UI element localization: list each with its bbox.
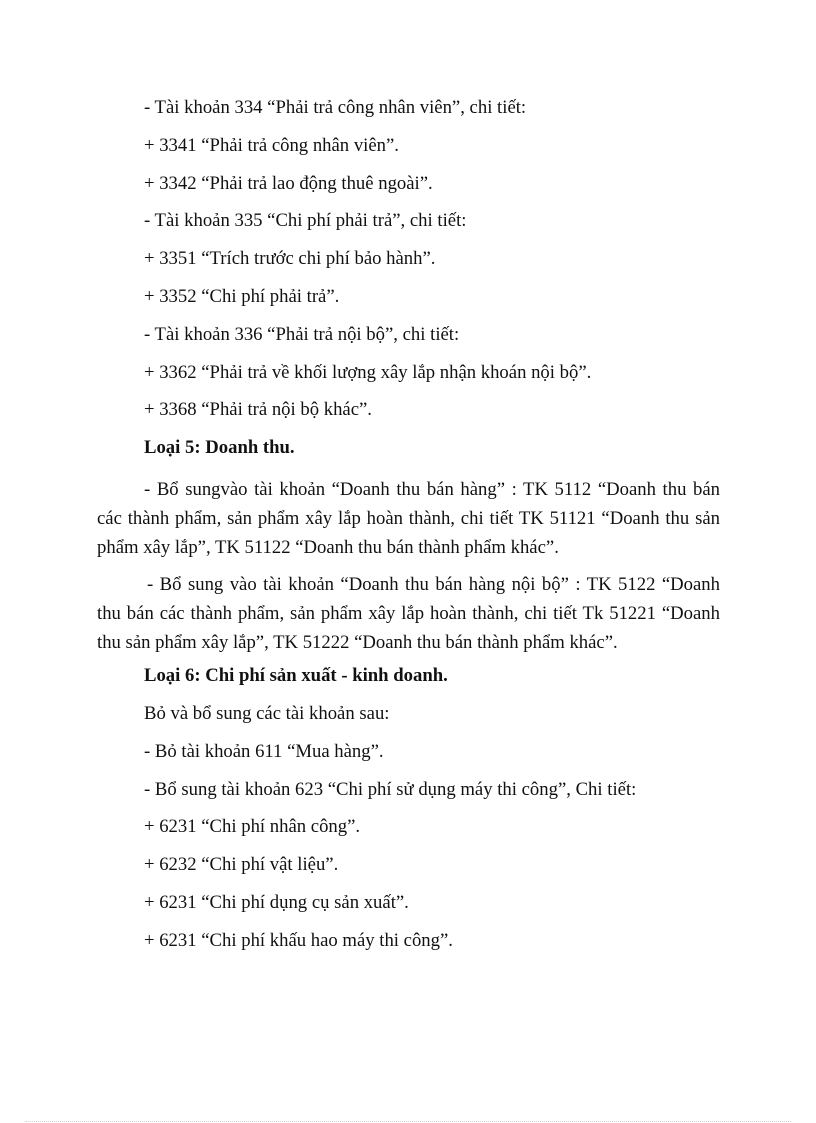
account-6232-line: + 6232 “Chi phí vật liệu”.: [144, 854, 339, 876]
account-6231-tools-line: + 6231 “Chi phí dụng cụ sản xuất”.: [144, 891, 409, 913]
revenue-paragraph-5112: - Bổ sungvào tài khoản “Doanh thu bán hàng” : TK 5112 “Doanh thu bán các thành phẩm, sản phẩm xây lắp hoàn thành, chi tiết TK 51121 “Doanh thu sản phẩm xây lắp”, TK 51122 “Doanh thu bán thành phẩm khác”.: [97, 478, 720, 559]
account-6231-labor-line: + 6231 “Chi phí nhân công”.: [144, 816, 361, 838]
account-3342-line: + 3342 “Phải trả lao động thuê ngoài”.: [144, 172, 433, 194]
page-bottom-divider: [25, 1121, 791, 1122]
account-3352-line: + 3352 “Chi phí phải trả”.: [144, 285, 340, 307]
account-3368-line: + 3368 “Phải trả nội bộ khác”.: [144, 399, 372, 421]
account-336-line: - Tài khoản 336 “Phải trả nội bộ”, chi tiết:: [144, 323, 460, 345]
section-heading-loai-6: Loại 6: Chi phí sản xuất - kinh doanh.: [144, 665, 448, 687]
account-3341-line: + 3341 “Phải trả công nhân viên”.: [144, 134, 399, 156]
account-611-line: - Bỏ tài khoản 611 “Mua hàng”.: [144, 740, 384, 762]
intro-line: Bỏ và bổ sung các tài khoản sau:: [144, 702, 390, 724]
revenue-paragraph-5122: - Bổ sung vào tài khoản “Doanh thu bán hàng nội bộ” : TK 5122 “Doanh thu bán các thành phẩm, sản phẩm xây lắp hoàn thành, chi tiết Tk 51221 “Doanh thu sản phẩm xây lắp”, TK 51222 “Doanh thu bán thành phẩm khác”.: [97, 574, 720, 654]
account-3362-line: + 3362 “Phải trả về khối lượng xây lắp nhận khoán nội bộ”.: [144, 361, 592, 383]
account-6231-depreciation-line: + 6231 “Chi phí khấu hao máy thi công”.: [144, 929, 453, 951]
section-heading-loai-5: Loại 5: Doanh thu.: [144, 437, 295, 459]
account-623-line: - Bổ sung tài khoản 623 “Chi phí sử dụng máy thi công”, Chi tiết:: [144, 778, 637, 800]
account-3351-line: + 3351 “Trích trước chi phí bảo hành”.: [144, 248, 436, 270]
document-body: [97, 97, 720, 968]
account-335-line: - Tài khoản 335 “Chi phí phải trả”, chi tiết:: [144, 210, 467, 232]
account-334-line: - Tài khoản 334 “Phải trả công nhân viên”, chi tiết:: [144, 97, 527, 118]
